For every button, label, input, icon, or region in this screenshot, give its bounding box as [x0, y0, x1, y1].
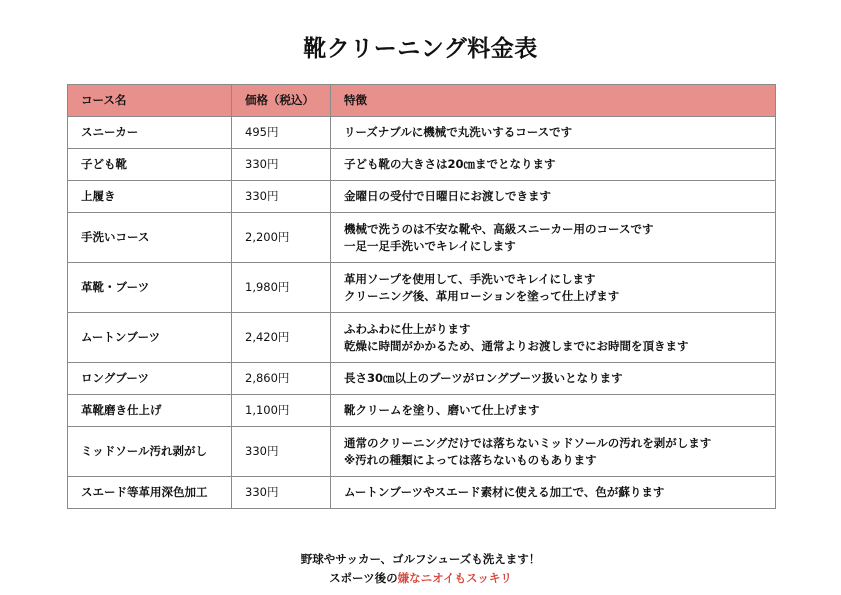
course-name: スエード等革用深色加工: [68, 477, 232, 509]
course-price: 2,860円: [232, 363, 331, 395]
course-name: ロングブーツ: [68, 363, 232, 395]
course-name: 革靴・ブーツ: [68, 263, 232, 313]
course-name: 手洗いコース: [68, 213, 232, 263]
course-price: 2,200円: [232, 213, 331, 263]
header-course-name: コース名: [68, 85, 232, 117]
feature-line: 金曜日の受付で日曜日にお渡しできます: [344, 189, 551, 203]
course-price: 330円: [232, 427, 331, 477]
feature-line: 靴クリームを塗り、磨いて仕上げます: [344, 403, 540, 417]
feature-line: ふわふわに仕上がります: [344, 321, 471, 336]
course-name: 子ども靴: [68, 149, 232, 181]
course-price: 1,100円: [232, 395, 331, 427]
feature-line: 長さ30㎝以上のブーツがロングブーツ扱いとなります: [344, 371, 623, 385]
course-price: 495円: [232, 117, 331, 149]
feature-line: 一足一足手洗いでキレイにします: [344, 238, 516, 253]
table-row: [68, 363, 776, 395]
course-features: [331, 395, 776, 427]
header-features: 特徴: [331, 85, 776, 117]
course-features: [331, 181, 776, 213]
table-row: [68, 117, 776, 149]
header-price: 価格（税込）: [232, 85, 331, 117]
course-name: スニーカー: [68, 117, 232, 149]
course-price: 2,420円: [232, 313, 331, 363]
course-features: [331, 117, 776, 149]
course-features: [331, 427, 776, 477]
table-row: [68, 395, 776, 427]
feature-line: クリーニング後、革用ローションを塗って仕上げます: [344, 288, 620, 303]
course-price: 330円: [232, 181, 331, 213]
course-features: [331, 149, 776, 181]
table-header-row: [68, 85, 776, 117]
course-name: 革靴磨き仕上げ: [68, 395, 232, 427]
table-row: [68, 213, 776, 263]
course-features: [331, 477, 776, 509]
footer-line-2-prefix: スポーツ後の: [329, 571, 398, 585]
feature-line: ムートンブーツやスエード素材に使える加工で、色が蘇ります: [344, 485, 665, 499]
feature-line: 乾燥に時間がかかるため、通常よりお渡しまでにお時間を頂きます: [344, 338, 689, 353]
table-row: [68, 181, 776, 213]
course-name: ミッドソール汚れ剥がし: [68, 427, 232, 477]
table-row: [68, 427, 776, 477]
feature-line: ※汚れの種類によっては落ちないものもあります: [344, 452, 597, 467]
footer-highlight: 嫌なニオイもスッキリ: [397, 571, 512, 585]
table-row: [68, 149, 776, 181]
price-table: [67, 84, 776, 509]
feature-line: 通常のクリーニングだけでは落ちないミッドソールの汚れを剥がします: [344, 435, 712, 450]
course-features: [331, 313, 776, 363]
feature-line: 革用ソープを使用して、手洗いでキレイにします: [344, 271, 596, 286]
footer-line-1: 野球やサッカー、ゴルフシューズも洗えます！: [300, 552, 541, 566]
feature-line: 子ども靴の大きさは20㎝までとなります: [344, 157, 556, 171]
page-title: 靴クリーニング料金表: [303, 36, 538, 62]
course-features: [331, 363, 776, 395]
course-price: 1,980円: [232, 263, 331, 313]
course-name: 上履き: [68, 181, 232, 213]
table-row: [68, 477, 776, 509]
feature-line: 機械で洗うのは不安な靴や、高級スニーカー用のコースです: [344, 221, 654, 236]
course-features: [331, 213, 776, 263]
course-name: ムートンブーツ: [68, 313, 232, 363]
footer-line-2: [0, 569, 841, 588]
table-row: [68, 263, 776, 313]
feature-line: リーズナブルに機械で丸洗いするコースです: [344, 125, 573, 139]
course-features: [331, 263, 776, 313]
course-price: 330円: [232, 149, 331, 181]
table-row: [68, 313, 776, 363]
course-price: 330円: [232, 477, 331, 509]
footer-note: [0, 550, 841, 588]
